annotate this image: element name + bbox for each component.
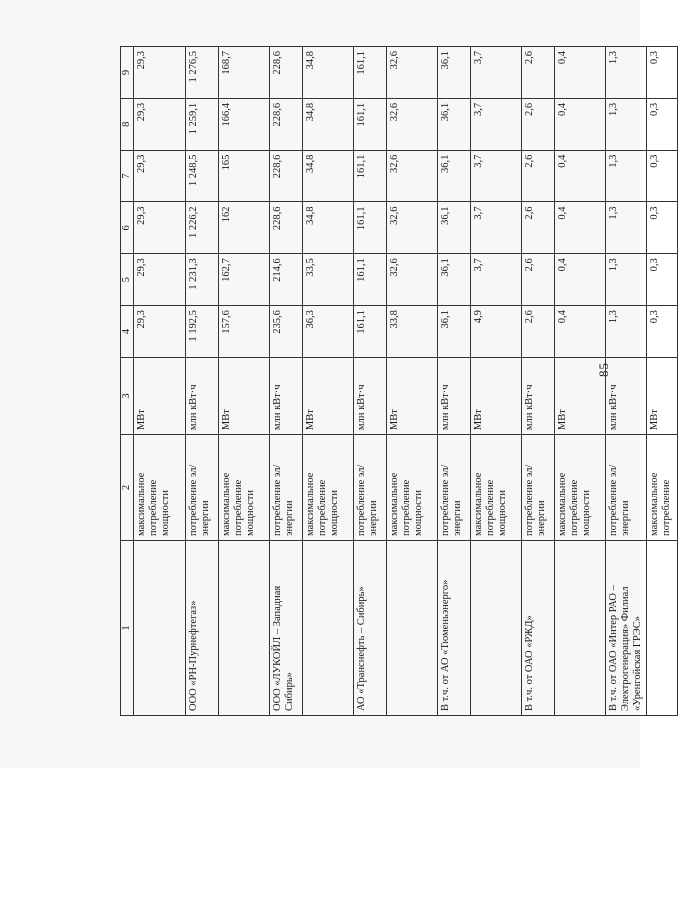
- value-cell: 0,4: [555, 47, 606, 99]
- value-cell: 34,8: [303, 150, 354, 202]
- value-cell: 2,6: [522, 98, 555, 150]
- column-header: 4: [121, 306, 134, 358]
- value-cell: 161,1: [354, 254, 387, 306]
- table-row: [387, 47, 438, 716]
- value-cell: 0,4: [555, 306, 606, 358]
- page-number: 85: [596, 362, 611, 377]
- indicator-cell: потребление эл/энергии: [270, 435, 303, 541]
- value-cell: 162: [219, 202, 270, 254]
- value-cell: 29,3: [134, 306, 186, 358]
- value-cell: 33,8: [387, 306, 438, 358]
- value-cell: 1 248,5: [186, 150, 219, 202]
- value-cell: 36,1: [438, 98, 471, 150]
- value-cell: 34,8: [303, 98, 354, 150]
- organization-cell: [219, 540, 270, 715]
- value-cell: 3,7: [471, 254, 522, 306]
- unit-cell: МВт: [219, 357, 270, 434]
- table-row: [438, 47, 471, 716]
- column-header: 5: [121, 254, 134, 306]
- table-row: [647, 47, 678, 716]
- value-cell: 0,3: [647, 47, 678, 99]
- value-cell: 0,4: [555, 202, 606, 254]
- value-cell: 1 226,2: [186, 202, 219, 254]
- table-row: [354, 47, 387, 716]
- organization-cell: В т.ч. от ОАО «Интер РАО – Электрогенерация» Филиал «Уренгойская ГРЭС»: [606, 540, 647, 715]
- rotated-table-container: [120, 46, 673, 716]
- value-cell: 228,6: [270, 98, 303, 150]
- value-cell: 161,1: [354, 202, 387, 254]
- value-cell: 32,6: [387, 98, 438, 150]
- unit-cell: млн кВт·ч: [186, 357, 219, 434]
- value-cell: 36,1: [438, 254, 471, 306]
- indicator-cell: максимальное потребление мощности: [471, 435, 522, 541]
- value-cell: 29,3: [134, 98, 186, 150]
- value-cell: 0,4: [555, 98, 606, 150]
- value-cell: 32,6: [387, 150, 438, 202]
- value-cell: 32,6: [387, 202, 438, 254]
- value-cell: 0,3: [647, 150, 678, 202]
- value-cell: 2,6: [522, 254, 555, 306]
- value-cell: 161,1: [354, 98, 387, 150]
- unit-cell: МВт: [471, 357, 522, 434]
- organization-cell: ООО «ЛУКОЙЛ – Западная Сибирь»: [270, 540, 303, 715]
- column-header: 3: [121, 357, 134, 434]
- value-cell: 2,6: [522, 202, 555, 254]
- value-cell: 3,7: [471, 150, 522, 202]
- indicator-cell: потребление эл/энергии: [186, 435, 219, 541]
- value-cell: 1 276,5: [186, 47, 219, 99]
- organization-cell: [647, 540, 678, 715]
- column-header: 2: [121, 435, 134, 541]
- organization-cell: В т.ч. от ОАО «РЖД»: [522, 540, 555, 715]
- value-cell: 157,6: [219, 306, 270, 358]
- column-header: 9: [121, 47, 134, 99]
- value-cell: 166,4: [219, 98, 270, 150]
- value-cell: 29,3: [134, 47, 186, 99]
- indicator-cell: максимальное потребление мощности: [387, 435, 438, 541]
- unit-cell: млн кВт·ч: [438, 357, 471, 434]
- column-header: 6: [121, 202, 134, 254]
- indicator-cell: потребление эл/энергии: [522, 435, 555, 541]
- indicator-cell: максимальное потребление мощности: [555, 435, 606, 541]
- table-row: [522, 47, 555, 716]
- value-cell: 1 259,1: [186, 98, 219, 150]
- indicator-cell: потребление эл/энергии: [606, 435, 647, 541]
- value-cell: 1 192,5: [186, 306, 219, 358]
- unit-cell: МВт: [555, 357, 606, 434]
- value-cell: 33,5: [303, 254, 354, 306]
- value-cell: 0,3: [647, 306, 678, 358]
- value-cell: 161,1: [354, 47, 387, 99]
- value-cell: 0,3: [647, 202, 678, 254]
- unit-cell: МВт: [303, 357, 354, 434]
- organization-cell: В т.ч. от АО «Тюменьэнерго»: [438, 540, 471, 715]
- indicator-cell: максимальное потребление мощности: [219, 435, 270, 541]
- value-cell: 1,3: [606, 306, 647, 358]
- value-cell: 168,7: [219, 47, 270, 99]
- value-cell: 4,9: [471, 306, 522, 358]
- table-row: [134, 47, 186, 716]
- table-row: [219, 47, 270, 716]
- value-cell: 2,6: [522, 47, 555, 99]
- organization-cell: [134, 540, 186, 715]
- unit-cell: МВт: [134, 357, 186, 434]
- table-row: [471, 47, 522, 716]
- value-cell: 29,3: [134, 150, 186, 202]
- value-cell: 29,3: [134, 202, 186, 254]
- column-header: 1: [121, 540, 134, 715]
- table-row: [606, 47, 647, 716]
- data-table: [120, 46, 678, 716]
- value-cell: 2,6: [522, 306, 555, 358]
- value-cell: 36,1: [438, 306, 471, 358]
- organization-cell: АО «Транснефть – Сибирь»: [354, 540, 387, 715]
- organization-cell: [387, 540, 438, 715]
- indicator-cell: максимальное потребление мощности: [134, 435, 186, 541]
- unit-cell: млн кВт·ч: [270, 357, 303, 434]
- value-cell: 0,3: [647, 254, 678, 306]
- value-cell: 1,3: [606, 202, 647, 254]
- indicator-cell: потребление эл/энергии: [354, 435, 387, 541]
- value-cell: 228,6: [270, 150, 303, 202]
- unit-cell: млн кВт·ч: [606, 357, 647, 434]
- value-cell: 29,3: [134, 254, 186, 306]
- value-cell: 2,6: [522, 150, 555, 202]
- value-cell: 34,8: [303, 47, 354, 99]
- unit-cell: млн кВт·ч: [522, 357, 555, 434]
- value-cell: 36,1: [438, 150, 471, 202]
- indicator-cell: потребление эл/энергии: [438, 435, 471, 541]
- value-cell: 0,3: [647, 98, 678, 150]
- table-row: [303, 47, 354, 716]
- value-cell: 228,6: [270, 47, 303, 99]
- value-cell: 0,4: [555, 254, 606, 306]
- value-cell: 161,1: [354, 306, 387, 358]
- value-cell: 1,3: [606, 47, 647, 99]
- unit-cell: МВт: [647, 357, 678, 434]
- unit-cell: МВт: [387, 357, 438, 434]
- value-cell: 162,7: [219, 254, 270, 306]
- indicator-cell: максимальное потребление: [647, 435, 678, 541]
- organization-cell: [471, 540, 522, 715]
- column-header: 8: [121, 98, 134, 150]
- value-cell: 0,4: [555, 150, 606, 202]
- table-row: [270, 47, 303, 716]
- value-cell: 214,6: [270, 254, 303, 306]
- value-cell: 3,7: [471, 98, 522, 150]
- table-row: [555, 47, 606, 716]
- table-row: [186, 47, 219, 716]
- value-cell: 36,3: [303, 306, 354, 358]
- value-cell: 228,6: [270, 202, 303, 254]
- indicator-cell: максимальное потребление мощности: [303, 435, 354, 541]
- value-cell: 3,7: [471, 47, 522, 99]
- value-cell: 34,8: [303, 202, 354, 254]
- column-header: 7: [121, 150, 134, 202]
- value-cell: 161,1: [354, 150, 387, 202]
- value-cell: 1,3: [606, 98, 647, 150]
- value-cell: 235,6: [270, 306, 303, 358]
- value-cell: 1 231,3: [186, 254, 219, 306]
- value-cell: 36,1: [438, 47, 471, 99]
- value-cell: 3,7: [471, 202, 522, 254]
- table-header-row: [121, 47, 134, 716]
- organization-cell: [555, 540, 606, 715]
- value-cell: 32,6: [387, 254, 438, 306]
- organization-cell: [303, 540, 354, 715]
- organization-cell: ООО «РН-Пурнефтегаз»: [186, 540, 219, 715]
- unit-cell: млн кВт·ч: [354, 357, 387, 434]
- value-cell: 36,1: [438, 202, 471, 254]
- value-cell: 1,3: [606, 150, 647, 202]
- value-cell: 32,6: [387, 47, 438, 99]
- value-cell: 1,3: [606, 254, 647, 306]
- value-cell: 165: [219, 150, 270, 202]
